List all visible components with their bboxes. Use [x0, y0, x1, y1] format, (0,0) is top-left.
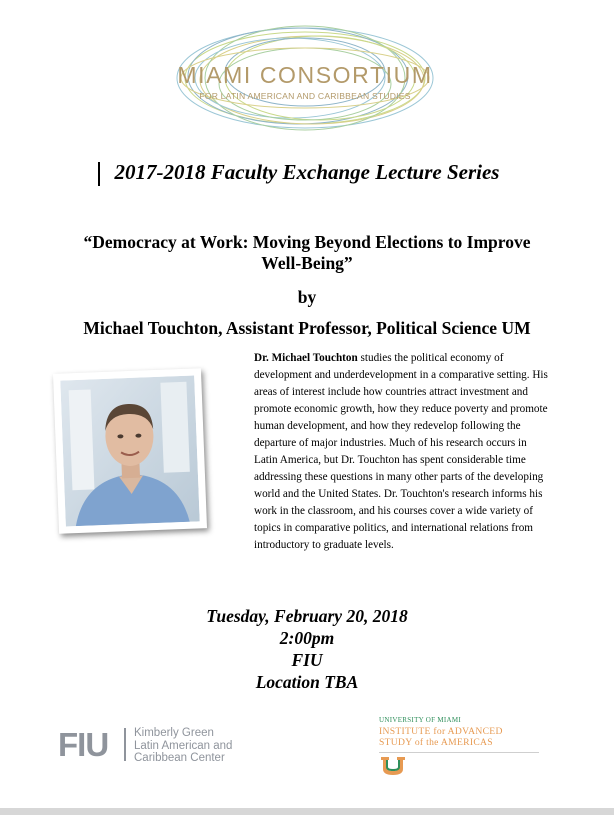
- event-time: 2:00pm: [279, 628, 335, 648]
- fiu-divider: [124, 728, 126, 761]
- speaker-bio: [254, 350, 550, 554]
- fiu-line1: Kimberly Green: [134, 727, 214, 739]
- bio-name: Dr. Michael Touchton: [254, 352, 358, 364]
- by-label: by: [297, 287, 317, 307]
- lecture-title-line2: Well-Being”: [261, 253, 353, 273]
- um-line2: STUDY of the AMERICAS: [379, 737, 493, 748]
- event-place: FIU: [291, 650, 323, 670]
- event-location: Location TBA: [255, 672, 359, 692]
- um-line1: INSTITUTE for ADVANCED: [379, 726, 503, 737]
- fiu-mark: FIU: [58, 726, 109, 763]
- fiu-line3: Caribbean Center: [134, 752, 225, 764]
- event-date: Tuesday, February 20, 2018: [206, 606, 408, 626]
- lecture-title-line1: “Democracy at Work: Moving Beyond Elections to Improve: [83, 232, 531, 252]
- um-u-mark: [379, 757, 407, 775]
- series-title: 2017-2018 Faculty Exchange Lecture Series: [114, 160, 500, 184]
- logo-title: MIAMI CONSORTIUM: [177, 62, 433, 88]
- miami-consortium-logo: [170, 22, 440, 134]
- bottom-scroll-bar: [0, 808, 614, 815]
- um-university-name: UNIVERSITY OF MIAMI: [379, 716, 462, 724]
- fiu-center-name: [134, 727, 304, 765]
- um-institute-name: [379, 726, 549, 748]
- speaker-line: Michael Touchton, Assistant Professor, Political Science UM: [83, 318, 531, 338]
- um-institute-logo: [379, 716, 549, 748]
- event-details: [0, 605, 614, 693]
- um-divider: [379, 752, 539, 753]
- speaker-photo: [53, 368, 207, 534]
- bio-text: studies the political economy of development and underdevelopment in a comparative setting. His areas of interest include how countries attract investment and promote economic growth, how they reduce poverty and promote human development, and how they redevelop following the departure of major industries. Much of his research occurs in Latin America, but Dr. Touchton has spent considerable time addressing these questions in many other parts of the developing world and the United States. Dr. Touchton's research informs his work in the classroom, and his courses cover a wide variety of topics in comparative politics, and international relations from introductory to graduate levels.: [254, 352, 548, 551]
- fiu-line2: Latin American and: [134, 739, 233, 752]
- portrait-illustration: [60, 375, 200, 526]
- lecture-title: [60, 232, 554, 274]
- logo-subtitle: FOR LATIN AMERICAN AND CARIBBEAN STUDIES: [199, 91, 411, 101]
